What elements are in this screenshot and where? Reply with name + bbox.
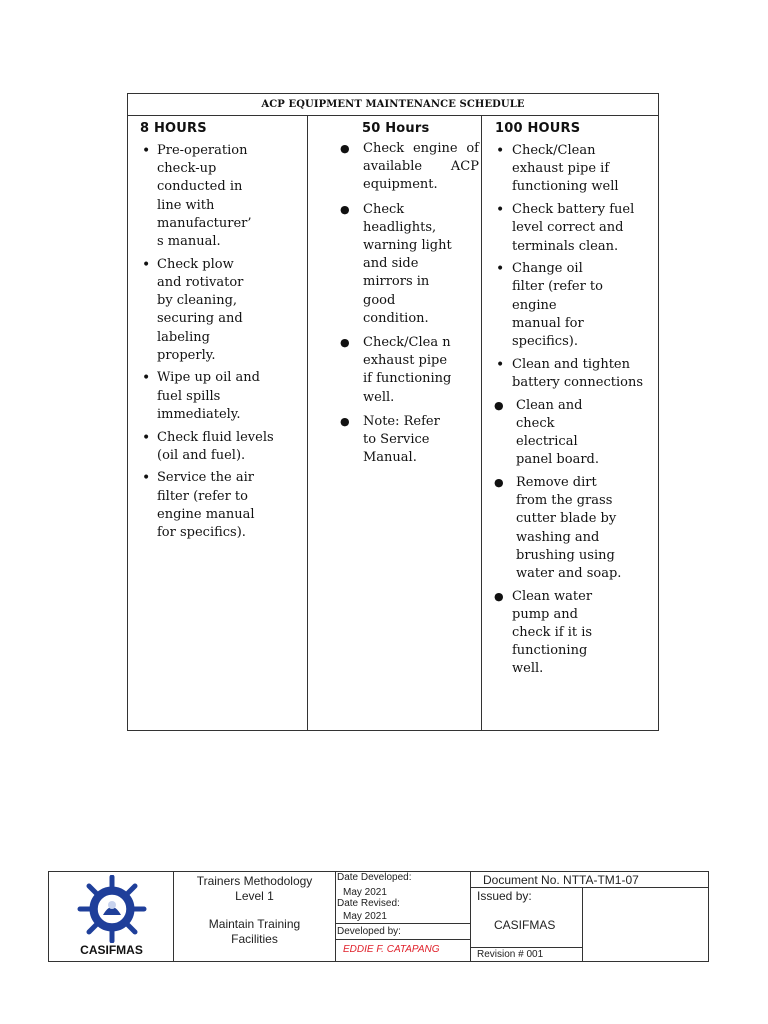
task-list [494,142,652,683]
list-item [142,369,275,424]
document-number: Document No. NTTA-TM1-07 [483,873,639,887]
task-text: Clean water pump and check if it is functioning well. [512,588,593,677]
bullet-icon: • [496,143,505,159]
bullet-icon: • [142,370,151,387]
list-item [142,142,260,251]
divider [582,887,583,961]
task-text: Check/Clean exhaust pipe if functioning well [512,143,619,195]
date-developed-label: Date Developed: [337,872,412,883]
task-text: Change oil filter (refer to engine manual for specifics). [512,261,603,350]
bullet-icon: ● [340,202,350,216]
revision-number: Revision # 001 [477,949,544,960]
divider [471,887,708,888]
task-text: Check plow and rotivator by cleaning, securing and labeling properly. [157,256,244,363]
course-title-cell [174,872,336,961]
course-level: Level 1 [235,888,274,903]
date-revised-label: Date Revised: [337,898,400,909]
document-footer [48,871,709,962]
task-text: Check battery fuel level correct and terminals clean. [512,202,635,254]
list-item [496,142,632,197]
course-name: Trainers Methodology [196,874,313,888]
task-text: Check headlights, warning light and side mirrors in good condition. [363,201,452,326]
task-text: Check/Clea n exhaust pipe if functioning well. [363,335,452,405]
column-heading: 50 Hours [362,121,430,136]
bullet-icon: ● [494,589,504,603]
list-item [340,140,479,195]
logo-text: CASIFMAS [80,943,143,957]
task-list [142,142,297,547]
bullet-icon: • [142,429,151,446]
list-item [496,201,652,256]
list-item [494,474,628,583]
date-developed-value: May 2021 [343,887,387,898]
column-100-hours [482,116,658,730]
bullet-icon: • [142,470,151,487]
dates-cell [336,872,471,961]
task-text: Check engine of available ACP equipment. [363,141,479,193]
bullet-icon: ● [340,414,350,428]
issued-by-label: Issued by: [477,889,532,903]
developed-by-label: Developed by: [337,926,401,937]
bullet-icon: ● [340,336,350,350]
issuer-name: CASIFMAS [494,918,556,932]
module-name-line-1: Maintain Training [208,917,301,931]
maintenance-schedule-table [127,93,659,731]
ship-wheel-logo-icon [67,875,157,943]
list-item [340,413,453,468]
column-heading: 100 HOURS [495,121,581,136]
list-item [494,588,606,679]
list-item [340,201,458,328]
task-text: Note: Refer to Service Manual. [363,413,440,466]
schedule-title: ACP EQUIPMENT MAINTENANCE SCHEDULE [128,94,658,116]
task-text: Check fluid levels (oil and fuel). [157,429,274,463]
module-name-line-2: Facilities [231,931,278,946]
divider [336,939,470,940]
list-item [142,469,275,542]
bullet-icon: ● [494,475,504,489]
list-item [142,256,255,365]
bullet-icon: • [496,261,505,278]
bullet-icon: ● [494,398,504,412]
bullet-icon: • [142,143,151,159]
task-text: Remove dirt from the grass cutter blade by washing and brushing using water and soap. [516,474,622,581]
bullet-icon: • [496,202,505,219]
bullet-icon: • [496,356,505,373]
task-text: Clean and check electrical panel board. [516,397,599,468]
task-text: Pre-operation check-up conducted in line with manufacturer’ s manual. [157,143,252,250]
logo-cell [49,872,174,961]
list-item [496,260,607,351]
column-8-hours [128,116,308,730]
task-text: Wipe up oil and fuel spills immediately. [157,370,260,422]
column-50-hours [308,116,482,730]
bullet-icon: ● [340,142,350,155]
divider [471,947,582,948]
task-list [340,140,479,473]
bullet-icon: • [142,256,151,273]
task-text: Clean and tighten battery connections [512,356,643,390]
list-item [340,334,455,407]
list-item [142,429,297,465]
column-heading: 8 HOURS [140,121,207,136]
divider [336,923,470,924]
developer-name: EDDIE F. CATAPANG [343,944,440,955]
date-revised-value: May 2021 [343,911,387,922]
list-item [494,397,606,470]
document-info-cell [471,872,708,961]
task-text: Service the air filter (refer to engine manual for specifics). [157,470,255,541]
list-item [496,356,652,392]
